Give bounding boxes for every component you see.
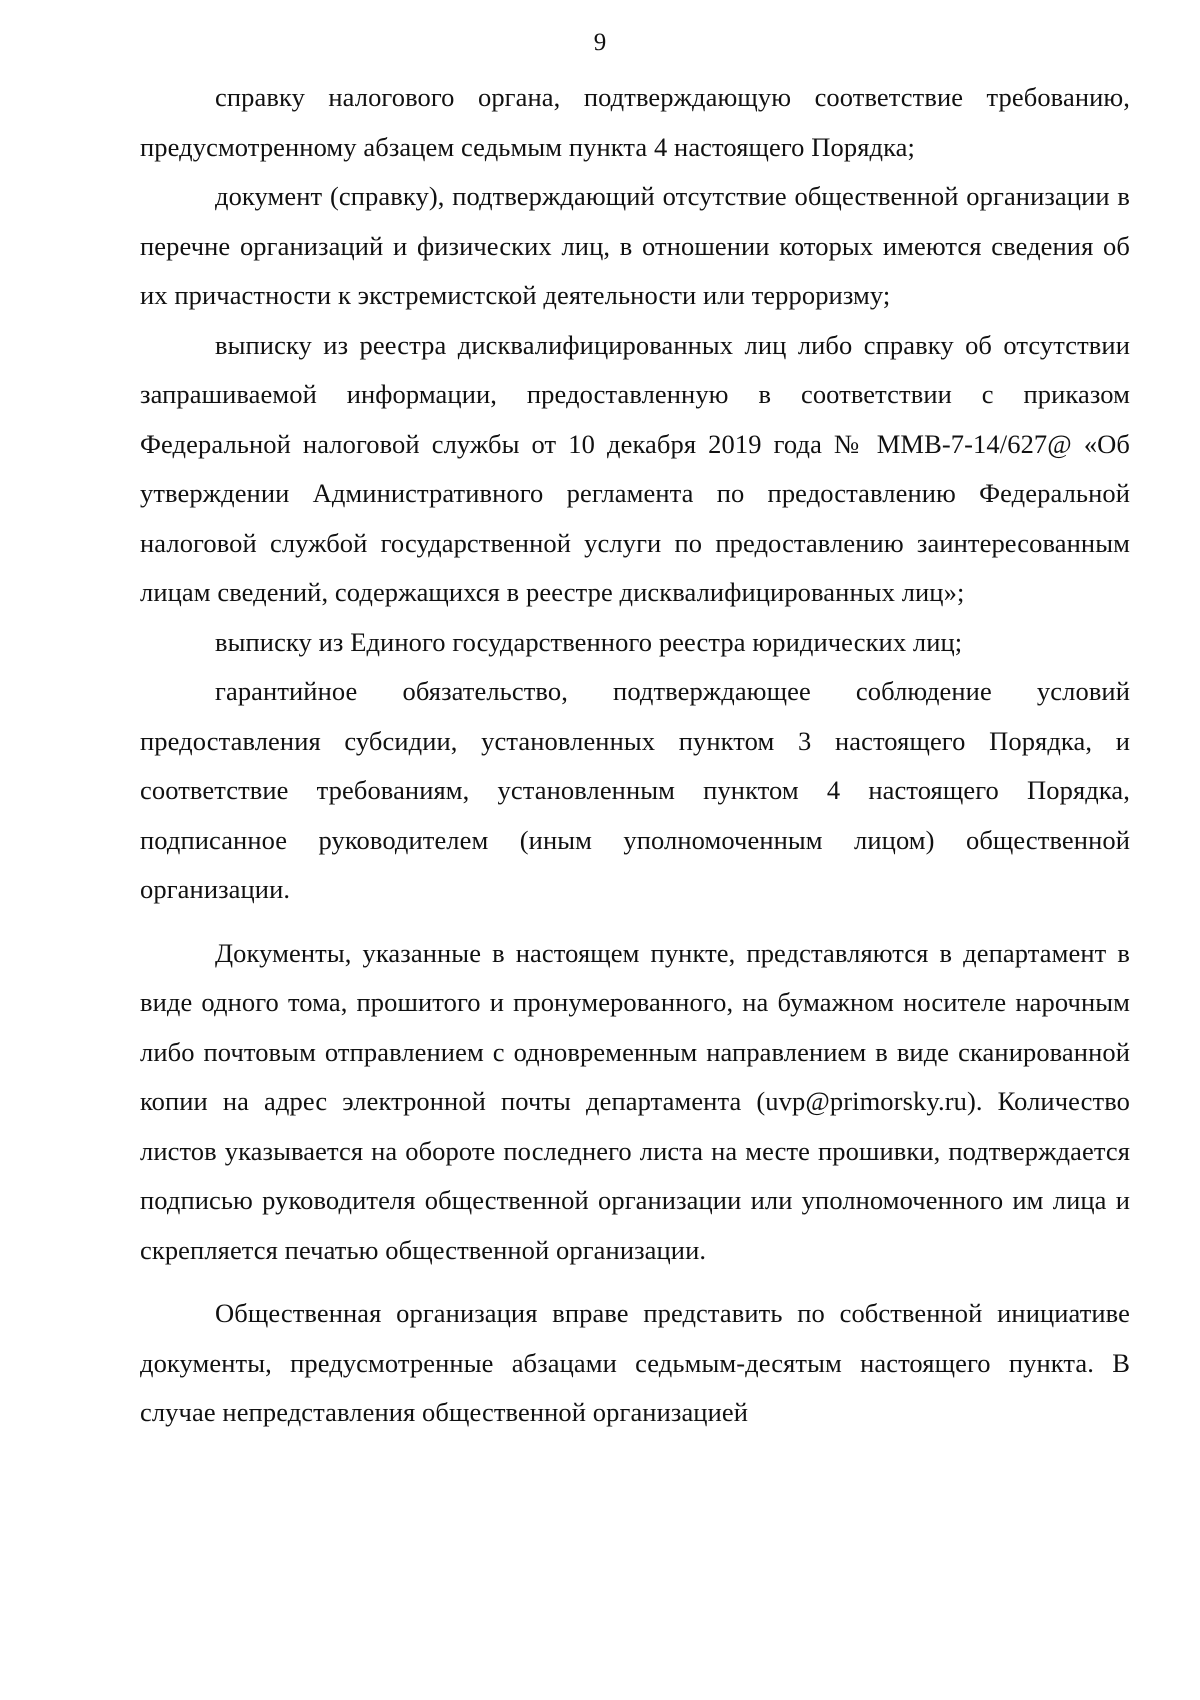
paragraph-own-initiative: Общественная организация вправе представить по собственной инициативе документы, предусмотренные абзацами седьмым-десятым настоящего пункта. В случае непредставления общественной организацией	[140, 1298, 1130, 1427]
paragraph-guarantee-obligation: гарантийное обязательство, подтверждающее соблюдение условий предоставления субсидии, установленных пунктом 3 настоящего Порядка, и соответствие требованиям, установленным пунктом 4 настоящего Порядка, подписанное руководителем (иным уполномоченным лицом) общественной организации.	[140, 676, 1130, 904]
page-number: 9	[593, 29, 607, 56]
paragraph-tax-certificate: справку налогового органа, подтверждающую соответствие требованию, предусмотренному абзацем седьмым пункта 4 настоящего Порядка;	[140, 82, 1130, 162]
paragraph-extremism-certificate: документ (справку), подтверждающий отсутствие общественной организации в перечне организаций и физических лиц, в отношении которых имеются сведения об их причастности к экстремистской деятельности или терроризму;	[140, 181, 1130, 310]
document-body	[140, 73, 1130, 1438]
paragraph-disqualified-registry-extract: выписку из реестра дисквалифицированных лиц либо справку об отсутствии запрашиваемой информации, предоставленную в соответствии с приказом Федеральной налоговой службы от 10 декабря 2019 года № ММВ-7-14/627@ «Об утверждении Административного регламента по предоставлению Федеральной налоговой службой государственной услуги по предоставлению заинтересованным лицам сведений, содержащихся в реестре дисквалифицированных лиц»;	[140, 329, 1130, 607]
paragraph-document-submission: Документы, указанные в настоящем пункте, представляются в департамент в виде одного тома, прошитого и пронумерованного, на бумажном носителе нарочным либо почтовым отправлением с одновременным направлением в виде сканированной копии на адрес электронной почты департамента (uvp@primorsky.ru). Количество листов указывается на обороте последнего листа на месте прошивки, подтверждается подписью руководителя общественной организации или уполномоченного им лица и скрепляется печатью общественной организации.	[140, 937, 1130, 1265]
paragraph-legal-entities-registry-extract: выписку из Единого государственного реестра юридических лиц;	[215, 626, 963, 657]
